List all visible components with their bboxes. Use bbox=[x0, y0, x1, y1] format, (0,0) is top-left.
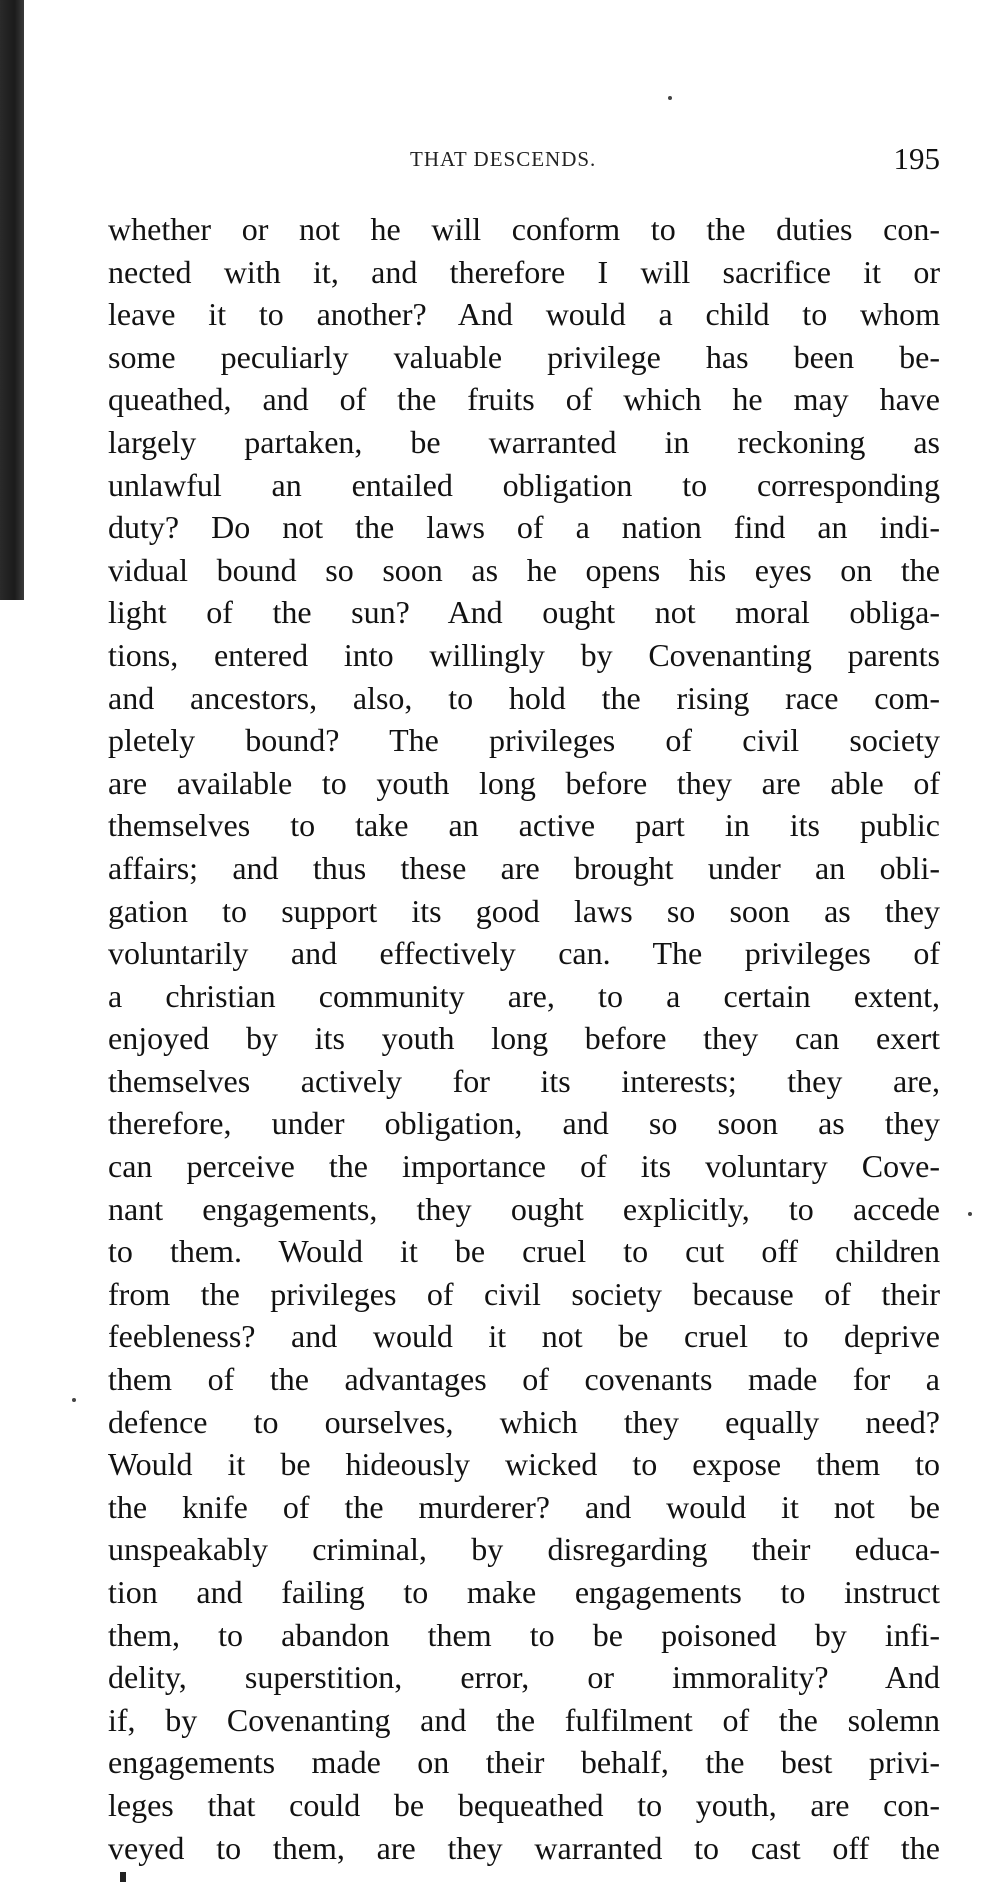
text-line: light of the sun? And ought not moral obliga- bbox=[108, 594, 940, 631]
text-line: affairs; and thus these are brought under an obli- bbox=[108, 849, 940, 886]
text-line: the knife of the murderer? and would it not be bbox=[108, 1488, 940, 1525]
stray-ink-dot bbox=[968, 1212, 972, 1216]
text-line: to them. Would it be cruel to cut off children bbox=[108, 1233, 940, 1270]
text-line: therefore, under obligation, and so soon as they bbox=[108, 1105, 940, 1142]
text-line: them of the advantages of covenants made for a bbox=[108, 1361, 940, 1398]
page-number: 195 bbox=[893, 141, 940, 176]
text-line: enjoyed by its youth long before they can exert bbox=[108, 1020, 940, 1057]
body-text bbox=[108, 208, 940, 1869]
text-line: from the privileges of civil society because of their bbox=[108, 1275, 940, 1312]
text-line: voluntarily and effectively can. The privileges of bbox=[108, 935, 940, 972]
text-line: gation to support its good laws so soon as they bbox=[108, 892, 940, 929]
text-line: leave it to another? And would a child to whom bbox=[108, 296, 940, 333]
text-line: can perceive the importance of its voluntary Cove- bbox=[108, 1148, 940, 1185]
text-line: them, to abandon them to be poisoned by infi- bbox=[108, 1616, 940, 1653]
text-line: delity, superstition, error, or immorality? And bbox=[108, 1659, 940, 1696]
text-line: vidual bound so soon as he opens his eyes on the bbox=[108, 551, 940, 588]
running-title: THAT DESCENDS. bbox=[410, 147, 597, 171]
text-line: feebleness? and would it not be cruel to deprive bbox=[108, 1318, 940, 1355]
text-line: whether or not he will conform to the duties con- bbox=[108, 211, 940, 247]
text-line: largely partaken, be warranted in reckoning as bbox=[108, 423, 940, 460]
stray-ink-dot bbox=[72, 1398, 76, 1402]
text-line: duty? Do not the laws of a nation find an indi- bbox=[108, 509, 940, 546]
text-line: a christian community are, to a certain extent, bbox=[108, 977, 940, 1014]
text-line: if, by Covenanting and the fulfilment of the solemn bbox=[108, 1701, 940, 1738]
text-line: themselves to take an active part in its public bbox=[108, 807, 940, 844]
stray-ink-dot bbox=[668, 96, 672, 100]
text-line: nant engagements, they ought explicitly, to accede bbox=[108, 1190, 940, 1227]
running-head bbox=[110, 143, 940, 183]
text-line: leges that could be bequeathed to youth, are con- bbox=[108, 1786, 940, 1823]
text-line: themselves actively for its interests; they are, bbox=[108, 1062, 940, 1099]
next-line-fragment-mark bbox=[120, 1872, 126, 1882]
text-line: defence to ourselves, which they equally need? bbox=[108, 1403, 940, 1440]
text-line: are available to youth long before they are able of bbox=[108, 764, 940, 801]
text-line: veyed to them, are they warranted to cast off the bbox=[108, 1829, 940, 1866]
text-line: unlawful an entailed obligation to corresponding bbox=[108, 466, 940, 503]
text-line: pletely bound? The privileges of civil society bbox=[108, 722, 940, 759]
text-line: nected with it, and therefore I will sacrifice it or bbox=[108, 253, 940, 290]
text-line: tions, entered into willingly by Covenanting parents bbox=[108, 636, 940, 673]
text-line: some peculiarly valuable privilege has been be- bbox=[108, 338, 940, 375]
text-line: queathed, and of the fruits of which he may have bbox=[108, 381, 940, 418]
text-line: engagements made on their behalf, the best privi- bbox=[108, 1744, 940, 1781]
text-line: unspeakably criminal, by disregarding their educa- bbox=[108, 1531, 940, 1568]
text-line: tion and failing to make engagements to instruct bbox=[108, 1574, 940, 1610]
binding-edge-shadow bbox=[0, 0, 24, 600]
text-line: and ancestors, also, to hold the rising race com- bbox=[108, 679, 940, 716]
text-line: Would it be hideously wicked to expose them to bbox=[108, 1446, 940, 1483]
